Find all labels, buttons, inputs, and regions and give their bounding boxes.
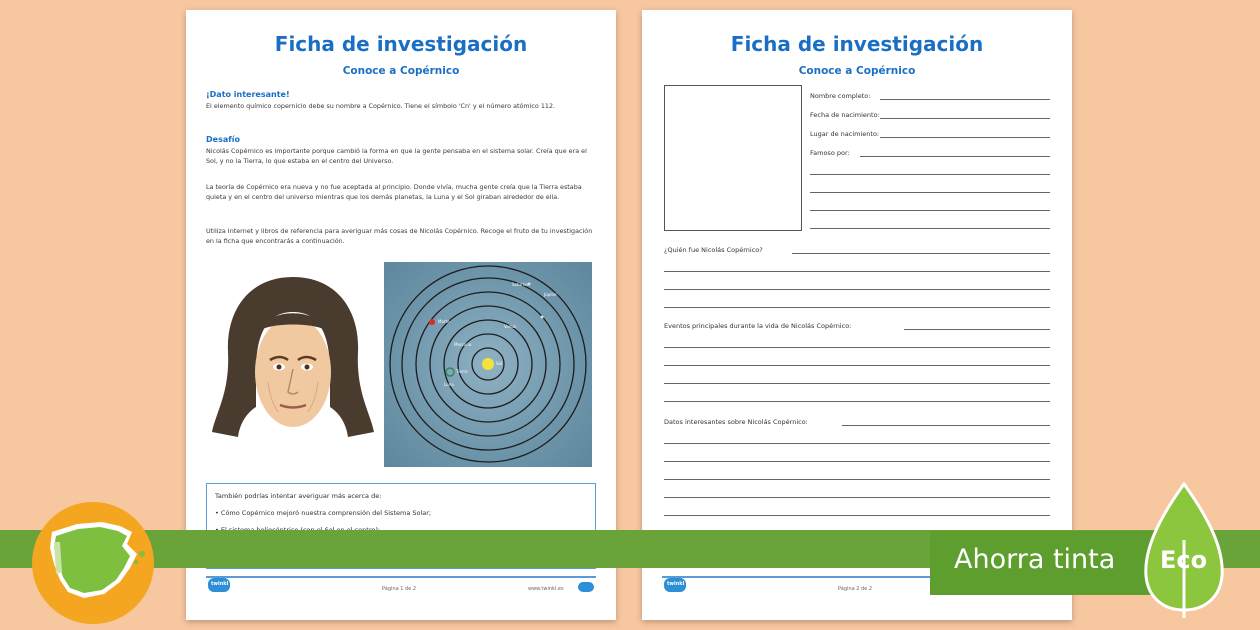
solar-label: Tierra — [456, 369, 468, 374]
writing-line[interactable] — [664, 515, 1050, 516]
twinkl-logo-icon: twinkl — [664, 578, 686, 592]
worksheet-page-2 — [642, 10, 1072, 620]
copernicus-portrait-illustration — [208, 272, 378, 447]
solar-label: Sol — [496, 361, 503, 366]
writing-line[interactable] — [664, 497, 1050, 498]
page-title: Ficha de investigación — [274, 32, 528, 56]
desafio-heading: Desafío — [206, 135, 240, 144]
writing-line[interactable] — [842, 425, 1050, 426]
writing-line[interactable] — [810, 210, 1050, 211]
heliocentric-diagram — [384, 262, 592, 467]
field-label: Fecha de nacimiento: — [810, 111, 880, 119]
box-intro: También podrías intentar averiguar más acerca de: — [215, 492, 382, 500]
sun-icon — [482, 358, 494, 370]
desafio-paragraph-2: La teoría de Copérnico era nueva y no fue aceptada al principio. Donde vivía, mucha gente creía que la Tierra estaba quieta y en el centro del universo mientras que los demás planetas, la Luna y el Sol giraban alrededor de ella. — [206, 183, 582, 201]
solar-label: Luna — [444, 382, 454, 387]
writing-line[interactable] — [880, 99, 1050, 100]
question-who: ¿Quién fue Nicolás Copérnico? — [664, 246, 763, 254]
solar-label: Júpiter — [544, 292, 558, 297]
solar-label: Venus — [504, 324, 517, 329]
writing-line[interactable] — [664, 365, 1050, 366]
writing-line[interactable] — [664, 401, 1050, 402]
writing-line[interactable] — [810, 192, 1050, 193]
dato-heading: ¡Dato interesante! — [206, 90, 290, 99]
writing-line[interactable] — [664, 289, 1050, 290]
writing-line[interactable] — [664, 383, 1050, 384]
writing-line[interactable] — [664, 271, 1050, 272]
earth-icon — [446, 368, 454, 376]
writing-line[interactable] — [810, 228, 1050, 229]
spain-map-icon — [32, 502, 154, 624]
spain-map-badge — [32, 502, 154, 624]
field-label: Lugar de nacimiento: — [810, 130, 880, 138]
photo-placeholder-box[interactable] — [664, 85, 802, 231]
question-facts: Datos interesantes sobre Nicolás Copérnico: — [664, 418, 808, 426]
writing-line[interactable] — [880, 137, 1050, 138]
footer-page-number: Página 2 de 2 — [838, 586, 873, 592]
writing-line[interactable] — [904, 329, 1050, 330]
page-subtitle: Conoce a Copérnico — [798, 65, 916, 77]
writing-line[interactable] — [664, 443, 1050, 444]
solar-label: Marte — [438, 319, 450, 324]
writing-line[interactable] — [792, 253, 1050, 254]
page-title: Ficha de investigación — [730, 32, 984, 56]
mars-icon — [429, 319, 435, 325]
desafio-paragraph-3: Utiliza Internet y libros de referencia para averiguar más cosas de Nicolás Copérnico. Recoge el fruto de tu investigación en la ficha que encontrarás a continuación. — [206, 227, 593, 245]
box-item: • Cómo Copérnico mejoró nuestra comprensión del Sistema Solar; — [215, 509, 432, 517]
field-label: Nombre completo: — [810, 92, 871, 100]
writing-line[interactable] — [810, 174, 1050, 175]
page-subtitle: Conoce a Copérnico — [342, 65, 460, 77]
solar-system-orbits — [384, 262, 592, 467]
field-label: Famoso por: — [810, 149, 850, 157]
desafio-paragraph-1: Nicolás Copérnico es importante porque cambió la forma en que la gente pensaba en el sistema solar. Creía que era el Sol, y no la Tierra, lo que estaba en el centro del Universo. — [206, 147, 587, 165]
footer-url[interactable]: www.twinkl.es — [528, 586, 564, 592]
question-events: Eventos principales durante la vida de Nicolás Copérnico: — [664, 322, 852, 330]
writing-line[interactable] — [880, 118, 1050, 119]
writing-line[interactable] — [664, 347, 1050, 348]
eco-label: Ahorra tinta — [954, 544, 1116, 575]
writing-line[interactable] — [860, 156, 1050, 157]
eco-badge-text: Eco — [1160, 546, 1208, 574]
worksheet-page-1 — [186, 10, 616, 620]
twinkl-logo-icon: twinkl — [208, 578, 230, 592]
writing-line[interactable] — [664, 479, 1050, 480]
solar-label: Saturno — [512, 282, 528, 287]
writing-line[interactable] — [664, 461, 1050, 462]
solar-label: Mercurio — [454, 342, 472, 347]
dato-text: El elemento químico copernicio debe su nombre a Copérnico. Tiene el símbolo 'Cn' y el número atómico 112. — [206, 102, 556, 110]
footer-page-number: Página 1 de 2 — [382, 586, 417, 592]
footer-divider — [206, 576, 596, 578]
twinkl-small-logo-icon — [578, 582, 594, 592]
writing-line[interactable] — [664, 307, 1050, 308]
